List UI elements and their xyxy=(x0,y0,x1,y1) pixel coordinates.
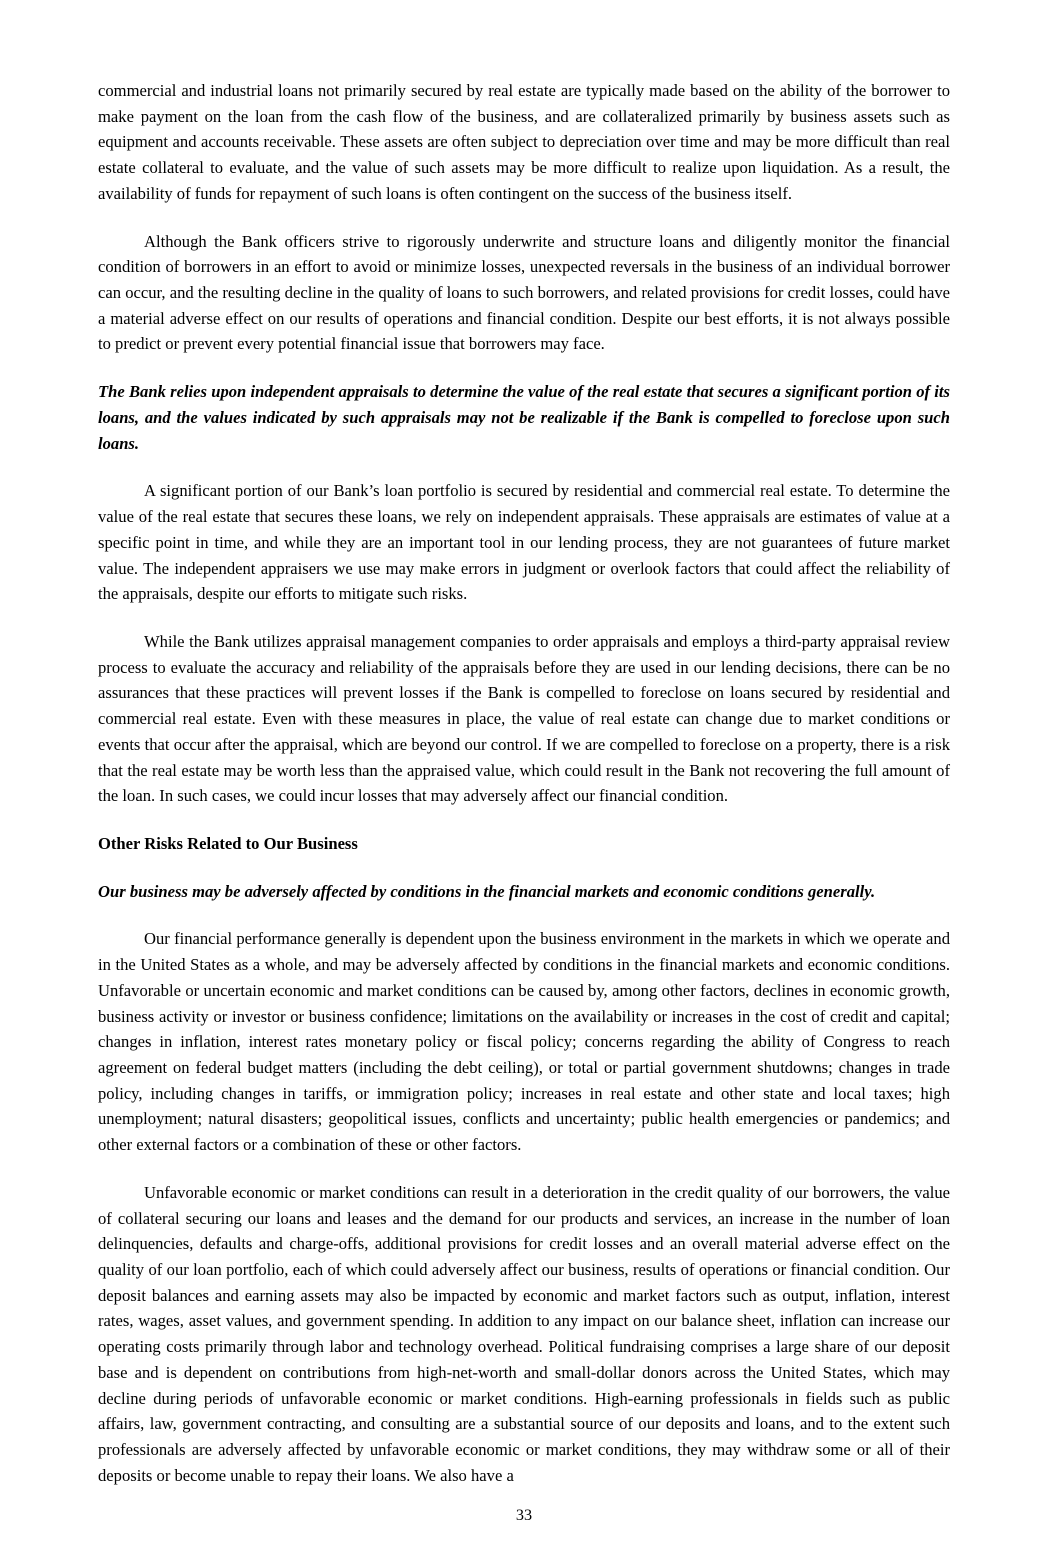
body-paragraph: Unfavorable economic or market conditions can result in a deterioration in the credit quality of our borrowers, the value of collateral securing our loans and leases and the demand for our products and services, an increase in the number of loan delinquencies, defaults and charge-offs, additional provisions for credit losses and an overall material adverse effect on the quality of our loan portfolio, each of which could adversely affect our business, results of operations or financial condition. Our deposit balances and earning assets may also be impacted by economic and market factors such as output, inflation, interest rates, wages, asset values, and government spending. In addition to any impact on our balance sheet, inflation can increase our operating costs primarily through labor and technology overhead. Political fundraising comprises a large share of our deposit base and is dependent on contributions from high-net-worth and small-dollar donors across the United States, which may decline during periods of unfavorable economic or market conditions. High-earning professionals in fields such as public affairs, law, government contracting, and consulting are a substantial source of our deposits and loans, and to the extent such professionals are adversely affected by unfavorable economic or market conditions, they may withdraw some or all of their deposits or become unable to repay their loans. We also have a xyxy=(98,1182,950,1485)
body-paragraph: Although the Bank officers strive to rigorously underwrite and structure loans and diligently monitor the financial condition of borrowers in an effort to avoid or minimize losses, unexpected reversals in the business of an individual borrower can occur, and the resulting decline in the quality of loans to such borrowers, and related provisions for credit losses, could have a material adverse effect on our results of operations and financial condition. Despite our best efforts, it is not always possible to predict or prevent every potential financial issue that borrowers may face. xyxy=(98,231,950,354)
page-number: 33 xyxy=(515,1505,533,1524)
section-heading: Other Risks Related to Our Business xyxy=(98,833,358,853)
body-paragraph: commercial and industrial loans not primarily secured by real estate are typically made based on the ability of the borrower to make payment on the loan from the cash flow of the business, and are collateralized primarily by business assets such as equipment and accounts receivable. These assets are often subject to depreciation over time and may be more difficult than real estate collateral to evaluate, and the value of such assets may be more difficult to realize upon liquidation. As a result, the availability of funds for repayment of such loans is often contingent on the success of the business itself. xyxy=(98,81,950,203)
risk-factor-heading: Our business may be adversely affected by conditions in the financial markets and economic conditions generally. xyxy=(98,881,876,901)
risk-factor-heading: The Bank relies upon independent appraisals to determine the value of the real estate that secures a significant portion of its loans, and the values indicated by such appraisals may not be realizable if the Bank is compelled to foreclose upon such loans. xyxy=(98,382,950,453)
body-paragraph: Our financial performance generally is dependent upon the business environment in the markets in which we operate and in the United States as a whole, and may be adversely affected by conditions in the financial markets and economic conditions. Unfavorable or uncertain economic and market conditions can be caused by, among other factors, declines in economic growth, business activity or investor or business confidence; limitations on the availability or increases in the cost of credit and capital; changes in inflation, interest rates monetary policy or fiscal policy; concerns regarding the ability of Congress to reach agreement on federal budget matters (including the debt ceiling), or total or partial government shutdowns; changes in trade policy, including changes in tariffs, or immigration policy; increases in real estate and other state and local taxes; high unemployment; natural disasters; geopolitical issues, conflicts and uncertainty; public health emergencies or pandemics; and other external factors or a combination of these or other factors. xyxy=(98,929,950,1155)
body-paragraph: A significant portion of our Bank’s loan portfolio is secured by residential and commercial real estate. To determine the value of the real estate that secures these loans, we rely on independent appraisals. These appraisals are estimates of value at a specific point in time, and while they are an important tool in our lending process, they are not guarantees of future market value. The independent appraisers we use may make errors in judgment or overlook factors that could affect the reliability of the appraisals, despite our efforts to mitigate such risks. xyxy=(98,481,950,604)
body-paragraph: While the Bank utilizes appraisal management companies to order appraisals and employs a third-party appraisal review process to evaluate the accuracy and reliability of the appraisals before they are used in our lending decisions, there can be no assurances that these practices will prevent losses if the Bank is compelled to foreclose on loans secured by residential and commercial real estate. Even with these measures in place, the value of real estate can change due to market conditions or events that occur after the appraisal, which are beyond our control. If we are compelled to foreclose on a property, there is a risk that the real estate may be worth less than the appraised value, which could result in the Bank not recovering the full amount of the loan. In such cases, we could incur losses that may adversely affect our financial condition. xyxy=(98,631,950,806)
